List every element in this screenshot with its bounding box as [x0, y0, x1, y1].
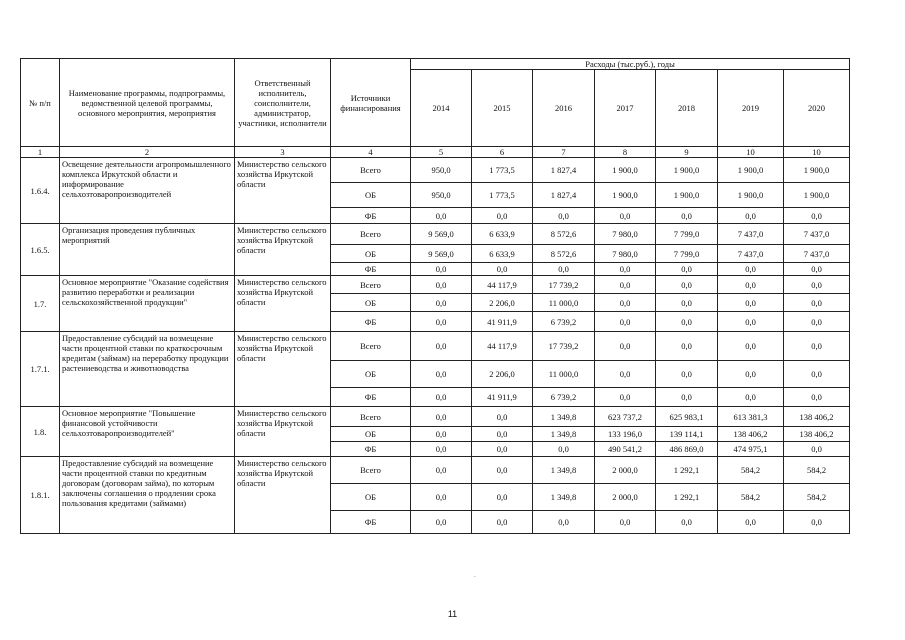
- expense-value: 11 000,0: [533, 294, 595, 312]
- expense-value: 1 349,8: [533, 457, 595, 484]
- expense-value: 7 437,0: [784, 224, 850, 245]
- funding-source: ФБ: [331, 388, 411, 407]
- expense-value: 584,2: [784, 484, 850, 511]
- expense-value: 0,0: [784, 263, 850, 276]
- expense-value: 950,0: [411, 158, 472, 183]
- expense-value: 6 633,9: [472, 245, 533, 263]
- expense-value: 7 799,0: [656, 224, 718, 245]
- expense-value: 133 196,0: [595, 427, 656, 442]
- column-number: 7: [533, 147, 595, 158]
- expense-value: 1 900,0: [656, 183, 718, 208]
- expense-value: 1 349,8: [533, 427, 595, 442]
- expense-value: 1 900,0: [718, 183, 784, 208]
- expense-value: 1 292,1: [656, 457, 718, 484]
- expense-value: 0,0: [411, 484, 472, 511]
- expense-value: 0,0: [533, 442, 595, 457]
- funding-source: ОБ: [331, 484, 411, 511]
- expense-value: 0,0: [595, 294, 656, 312]
- expense-value: 0,0: [411, 263, 472, 276]
- expense-value: 0,0: [595, 361, 656, 388]
- expense-value: 1 900,0: [784, 158, 850, 183]
- program-name: Освещение деятельности агропромышленного комплекса Иркутской области и информирование сельхозтоваропроизводителей: [60, 158, 235, 224]
- expense-value: 138 406,2: [718, 427, 784, 442]
- expense-value: 0,0: [784, 312, 850, 332]
- expense-value: 613 381,3: [718, 407, 784, 427]
- expense-value: 6 739,2: [533, 388, 595, 407]
- column-number: 3: [235, 147, 331, 158]
- column-number: 4: [331, 147, 411, 158]
- funding-source: ФБ: [331, 263, 411, 276]
- expense-value: 1 773,5: [472, 183, 533, 208]
- expense-value: 0,0: [656, 312, 718, 332]
- expense-value: 0,0: [595, 511, 656, 534]
- expense-value: 1 349,8: [533, 484, 595, 511]
- column-number: 1: [21, 147, 60, 158]
- expense-value: 138 406,2: [784, 427, 850, 442]
- expense-value: 0,0: [411, 407, 472, 427]
- expense-value: 0,0: [533, 511, 595, 534]
- expense-value: 0,0: [411, 388, 472, 407]
- table-row: [21, 407, 850, 427]
- column-number-row: [21, 147, 850, 158]
- header-num: № п/п: [21, 59, 60, 147]
- expense-value: 138 406,2: [784, 407, 850, 427]
- expense-value: 0,0: [656, 388, 718, 407]
- program-name: Основное мероприятие "Повышение финансовой устойчивости сельхозтоваропроизводителей": [60, 407, 235, 457]
- expense-value: 0,0: [595, 276, 656, 294]
- expense-value: 584,2: [784, 457, 850, 484]
- expense-value: 0,0: [718, 208, 784, 224]
- expense-value: 0,0: [718, 361, 784, 388]
- expense-value: 2 000,0: [595, 457, 656, 484]
- expense-value: 1 900,0: [595, 183, 656, 208]
- row-number: 1.6.4.: [21, 158, 60, 224]
- program-name: Предоставление субсидий на возмещение части процентной ставки по краткосрочным кредитам (займам) на переработку продукции растениеводства и животноводства: [60, 332, 235, 407]
- expense-value: 0,0: [784, 361, 850, 388]
- expense-value: 0,0: [656, 276, 718, 294]
- expense-value: 0,0: [472, 442, 533, 457]
- funding-source: ФБ: [331, 312, 411, 332]
- column-number: 2: [60, 147, 235, 158]
- column-number: 10: [718, 147, 784, 158]
- expense-value: 0,0: [472, 457, 533, 484]
- funding-source: ФБ: [331, 208, 411, 224]
- expense-value: 0,0: [718, 388, 784, 407]
- funding-source: Всего: [331, 158, 411, 183]
- expense-value: 584,2: [718, 457, 784, 484]
- expense-value: 490 541,2: [595, 442, 656, 457]
- expense-value: 0,0: [472, 208, 533, 224]
- expense-value: 2 000,0: [595, 484, 656, 511]
- expense-value: 17 739,2: [533, 332, 595, 361]
- expense-value: 7 980,0: [595, 224, 656, 245]
- expense-value: 584,2: [718, 484, 784, 511]
- expense-value: 0,0: [411, 276, 472, 294]
- program-name: Предоставление субсидий на возмещение части процентной ставки по кредитным договорам (договорам займа), по которым заключены соглашения о продлении срока пользования кредитами (займами): [60, 457, 235, 534]
- expense-value: 0,0: [656, 332, 718, 361]
- expense-value: 0,0: [595, 263, 656, 276]
- header-name: Наименование программы, подпрограммы, ведомственной целевой программы, основного мероприятия, мероприятия: [60, 59, 235, 147]
- header-year: 2015: [472, 70, 533, 147]
- expense-value: 139 114,1: [656, 427, 718, 442]
- program-name: Основное мероприятие "Оказание содействия развитию переработки и реализации сельскохозяйственной продукции": [60, 276, 235, 332]
- expense-value: 0,0: [784, 388, 850, 407]
- expense-value: 0,0: [411, 294, 472, 312]
- expense-value: 0,0: [595, 332, 656, 361]
- executor: Министерство сельского хозяйства Иркутской области: [235, 158, 331, 224]
- funding-source: Всего: [331, 332, 411, 361]
- expense-value: 44 117,9: [472, 332, 533, 361]
- funding-source: Всего: [331, 276, 411, 294]
- expense-value: 8 572,6: [533, 224, 595, 245]
- expense-value: 0,0: [411, 312, 472, 332]
- header-year: 2014: [411, 70, 472, 147]
- row-number: 1.8.: [21, 407, 60, 457]
- expense-value: 950,0: [411, 183, 472, 208]
- executor: Министерство сельского хозяйства Иркутской области: [235, 332, 331, 407]
- expense-value: 8 572,6: [533, 245, 595, 263]
- expense-value: 7 980,0: [595, 245, 656, 263]
- executor: Министерство сельского хозяйства Иркутской области: [235, 276, 331, 332]
- expense-value: 0,0: [472, 511, 533, 534]
- expense-value: 0,0: [784, 294, 850, 312]
- header-expenses: Расходы (тыс.руб.), годы: [411, 59, 850, 70]
- expense-value: 11 000,0: [533, 361, 595, 388]
- executor: Министерство сельского хозяйства Иркутской области: [235, 224, 331, 276]
- header-year: 2018: [656, 70, 718, 147]
- row-number: 1.8.1.: [21, 457, 60, 534]
- expense-value: 0,0: [533, 208, 595, 224]
- funding-source: ОБ: [331, 245, 411, 263]
- expense-value: 0,0: [656, 511, 718, 534]
- expense-value: 0,0: [718, 276, 784, 294]
- column-number: 5: [411, 147, 472, 158]
- header-year: 2020: [784, 70, 850, 147]
- program-name: Организация проведения публичных мероприятий: [60, 224, 235, 276]
- table-row: [21, 224, 850, 245]
- column-number: 9: [656, 147, 718, 158]
- header-src: Источники финансирования: [331, 59, 411, 147]
- expense-value: 474 975,1: [718, 442, 784, 457]
- expense-value: 0,0: [595, 208, 656, 224]
- expense-value: 0,0: [472, 263, 533, 276]
- expense-value: 0,0: [411, 332, 472, 361]
- column-number: 6: [472, 147, 533, 158]
- expense-value: 2 206,0: [472, 294, 533, 312]
- budget-table: [20, 58, 850, 534]
- expense-value: 41 911,9: [472, 312, 533, 332]
- executor: Министерство сельского хозяйства Иркутской области: [235, 457, 331, 534]
- table-row: [21, 457, 850, 484]
- expense-value: 0,0: [656, 208, 718, 224]
- expense-value: 1 900,0: [656, 158, 718, 183]
- header-exec: Ответственный исполнитель, соисполнители, администратор, участники, исполнители: [235, 59, 331, 147]
- expense-value: 486 869,0: [656, 442, 718, 457]
- expense-value: 0,0: [411, 442, 472, 457]
- header-year: 2019: [718, 70, 784, 147]
- expense-value: 0,0: [656, 361, 718, 388]
- funding-source: Всего: [331, 224, 411, 245]
- funding-source: ОБ: [331, 183, 411, 208]
- expense-value: 623 737,2: [595, 407, 656, 427]
- funding-source: ОБ: [331, 427, 411, 442]
- expense-value: 6 633,9: [472, 224, 533, 245]
- expense-value: 9 569,0: [411, 245, 472, 263]
- expense-value: 0,0: [472, 484, 533, 511]
- expense-value: 0,0: [718, 511, 784, 534]
- table-row: [21, 332, 850, 361]
- header-year: 2017: [595, 70, 656, 147]
- expense-value: 7 437,0: [718, 224, 784, 245]
- expense-value: 0,0: [411, 427, 472, 442]
- expense-value: 0,0: [595, 388, 656, 407]
- expense-value: 0,0: [411, 361, 472, 388]
- expense-value: 1 773,5: [472, 158, 533, 183]
- expense-value: 0,0: [784, 511, 850, 534]
- expense-value: 0,0: [656, 294, 718, 312]
- row-number: 1.7.: [21, 276, 60, 332]
- row-number: 1.6.5.: [21, 224, 60, 276]
- funding-source: ОБ: [331, 294, 411, 312]
- funding-source: ФБ: [331, 442, 411, 457]
- expense-value: 1 900,0: [784, 183, 850, 208]
- expense-value: 0,0: [411, 457, 472, 484]
- header-year: 2016: [533, 70, 595, 147]
- expense-value: 44 117,9: [472, 276, 533, 294]
- row-number: 1.7.1.: [21, 332, 60, 407]
- expense-value: 1 900,0: [595, 158, 656, 183]
- funding-source: ФБ: [331, 511, 411, 534]
- funding-source: Всего: [331, 457, 411, 484]
- expense-value: 7 799,0: [656, 245, 718, 263]
- table-row: [21, 276, 850, 294]
- expense-value: 0,0: [595, 312, 656, 332]
- page-number: 11: [447, 609, 458, 619]
- expense-value: 0,0: [718, 294, 784, 312]
- expense-value: 41 911,9: [472, 388, 533, 407]
- executor: Министерство сельского хозяйства Иркутской области: [235, 407, 331, 457]
- expense-value: 7 437,0: [718, 245, 784, 263]
- expense-value: 0,0: [718, 263, 784, 276]
- funding-source: ОБ: [331, 361, 411, 388]
- stray-mark: .: [474, 571, 476, 579]
- expense-value: 6 739,2: [533, 312, 595, 332]
- expense-value: 0,0: [411, 511, 472, 534]
- expense-value: 9 569,0: [411, 224, 472, 245]
- table-row: [21, 158, 850, 183]
- expense-value: 0,0: [784, 442, 850, 457]
- expense-value: 0,0: [656, 263, 718, 276]
- expense-value: 625 983,1: [656, 407, 718, 427]
- expense-value: 17 739,2: [533, 276, 595, 294]
- expense-value: 0,0: [784, 332, 850, 361]
- column-number: 10: [784, 147, 850, 158]
- expense-value: 0,0: [784, 276, 850, 294]
- expense-value: 0,0: [718, 332, 784, 361]
- funding-source: Всего: [331, 407, 411, 427]
- expense-value: 1 827,4: [533, 183, 595, 208]
- expense-value: 0,0: [784, 208, 850, 224]
- expense-value: 0,0: [411, 208, 472, 224]
- expense-value: 0,0: [472, 427, 533, 442]
- expense-value: 0,0: [533, 263, 595, 276]
- expense-value: 0,0: [472, 407, 533, 427]
- expense-value: 1 292,1: [656, 484, 718, 511]
- expense-value: 7 437,0: [784, 245, 850, 263]
- expense-value: 2 206,0: [472, 361, 533, 388]
- column-number: 8: [595, 147, 656, 158]
- expense-value: 1 900,0: [718, 158, 784, 183]
- expense-value: 0,0: [718, 312, 784, 332]
- expense-value: 1 349,8: [533, 407, 595, 427]
- expense-value: 1 827,4: [533, 158, 595, 183]
